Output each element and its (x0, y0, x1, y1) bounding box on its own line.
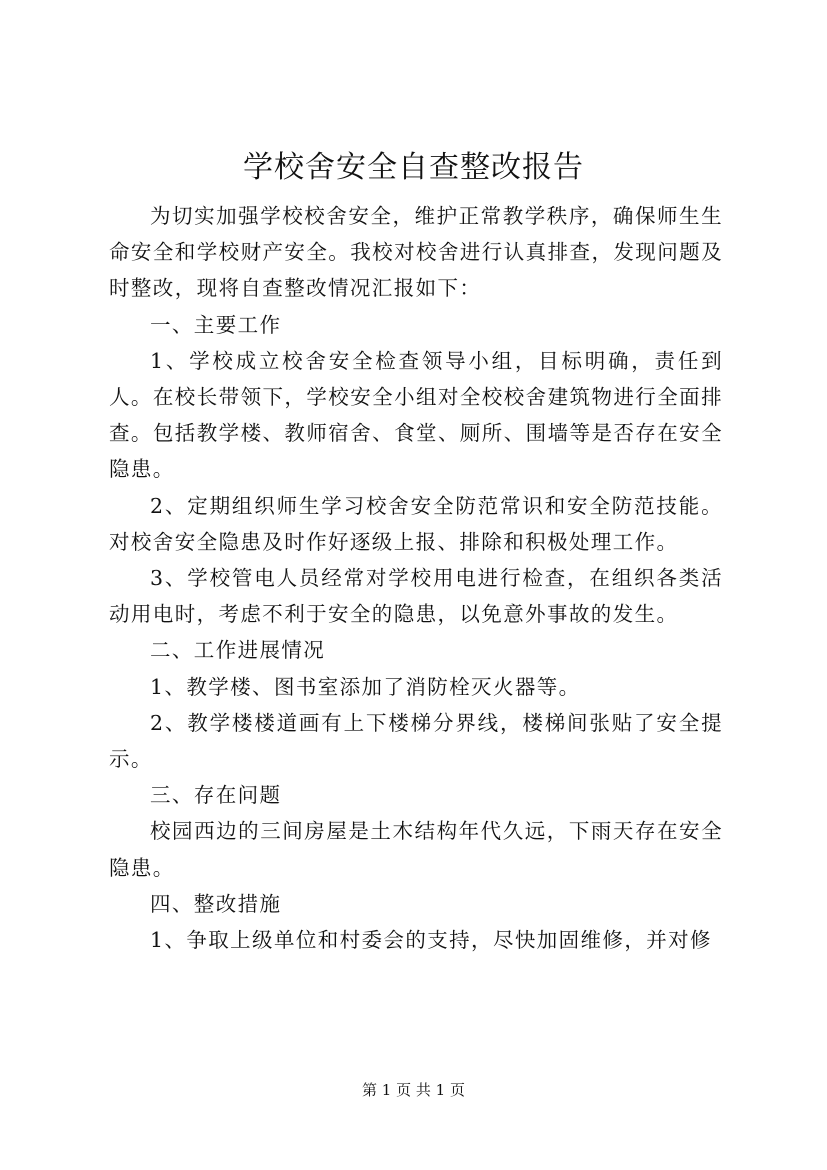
intro-paragraph: 为切实加强学校校舍安全，维护正常教学秩序，确保师生生命安全和学校财产安全。我校对校舍进行认真排查，发现问题及时整改，现将自查整改情况汇报如下： (109, 204, 723, 301)
paragraph-main-work-1: 1、学校成立校舍安全检查领导小组，目标明确，责任到人。在校长带领下，学校安全小组对全校校舍建筑物进行全面排查。包括教学楼、教师宿舍、食堂、厕所、围墙等是否存在安全隐患。 (109, 348, 723, 482)
paragraph-progress-1: 1、教学楼、图书室添加了消防栓灭火器等。 (150, 674, 581, 699)
paragraph-main-work-2: 2、定期组织师生学习校舍安全防范常识和安全防范技能。对校舍安全隐患及时作好逐级上报、排除和积极处理工作。 (109, 493, 723, 554)
section-heading-main-work: 一、主要工作 (150, 312, 282, 337)
paragraph-progress-2: 2、教学楼楼道画有上下楼梯分界线，楼梯间张贴了安全提示。 (109, 710, 723, 772)
page-footer: 第 1 页 共 1 页 (362, 1081, 465, 1099)
section-heading-measures: 四、整改措施 (150, 891, 282, 916)
paragraph-main-work-3: 3、学校管电人员经常对学校用电进行检查，在组织各类活动用电时，考虑不利于安全的隐患，以免意外事故的发生。 (109, 566, 723, 627)
section-heading-problems: 三、存在问题 (150, 783, 282, 808)
document-body (109, 198, 723, 958)
paragraph-problems: 校园西边的三间房屋是土木结构年代久远，下雨天存在安全隐患。 (109, 819, 723, 880)
paragraph-measures-1: 1、争取上级单位和村委会的支持，尽快加固维修，并对修 (150, 928, 712, 953)
section-heading-progress: 二、工作进展情况 (150, 638, 326, 663)
document-title: 学校舍安全自查整改报告 (243, 150, 584, 185)
